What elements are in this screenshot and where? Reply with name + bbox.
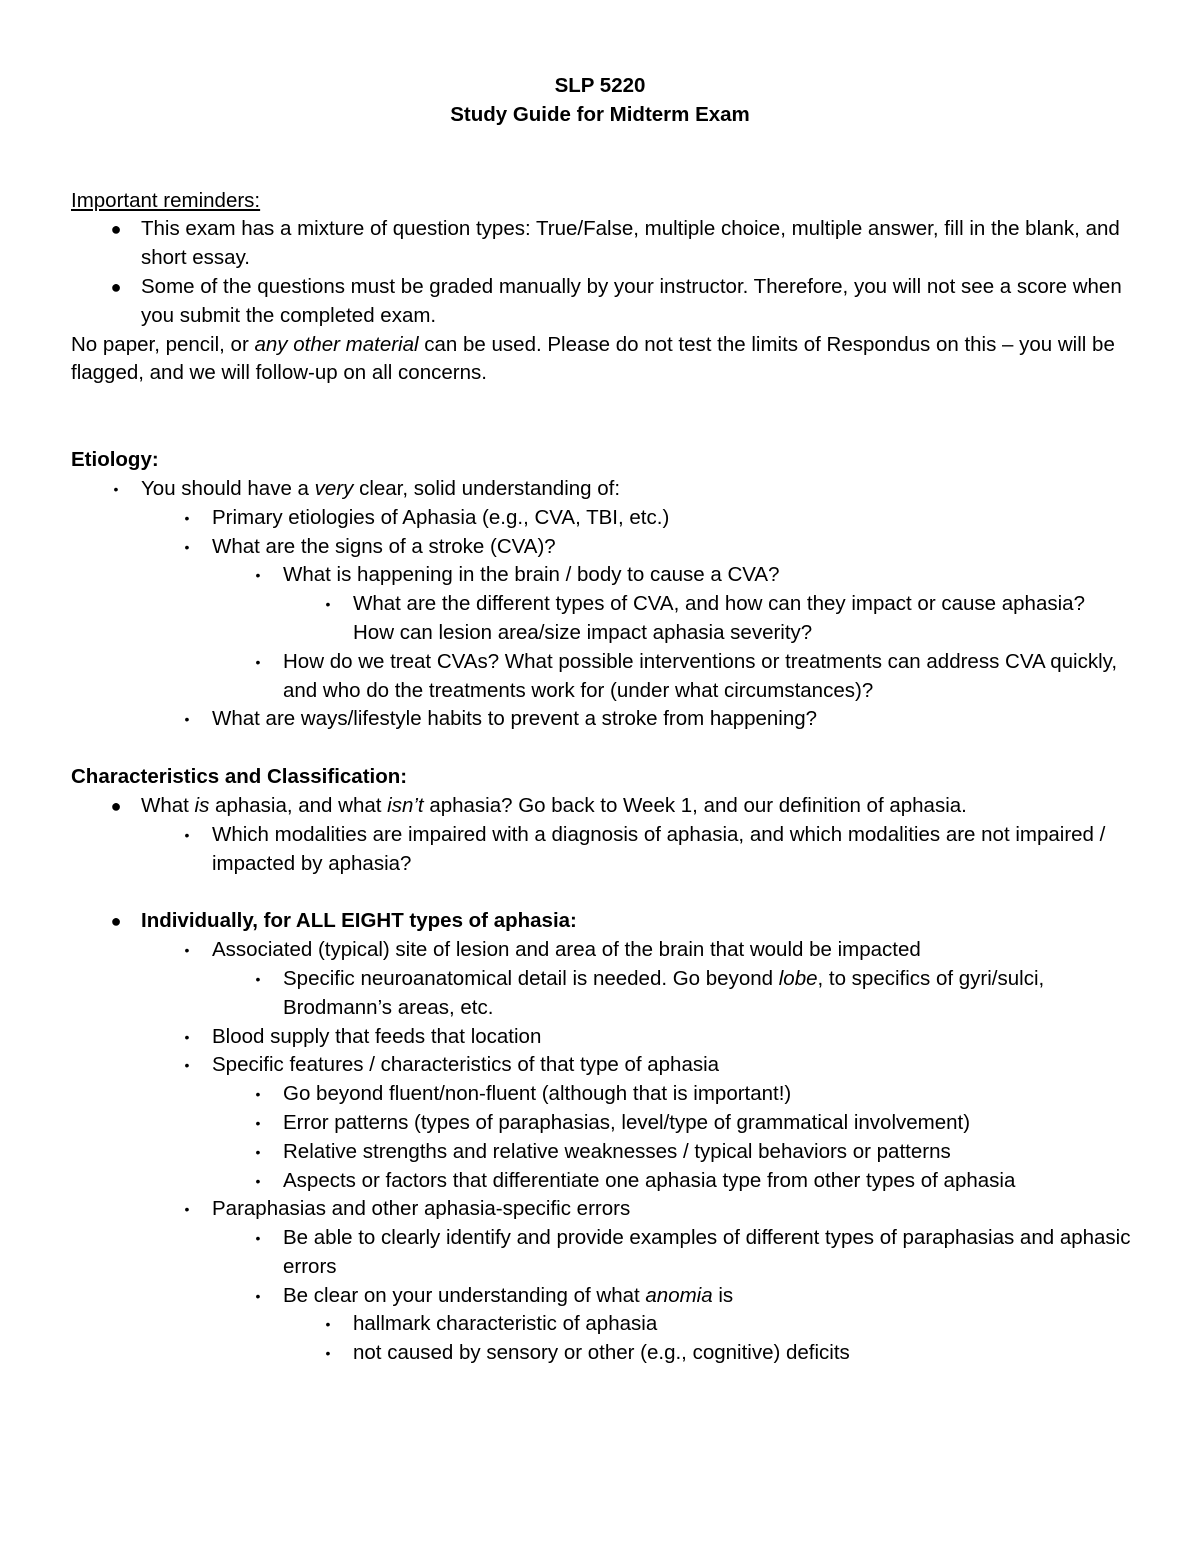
bullet-icon: • bbox=[184, 1057, 190, 1074]
bullet-icon: ● bbox=[110, 276, 122, 297]
bullet-icon: ● bbox=[110, 795, 122, 816]
bullet-icon: • bbox=[184, 538, 190, 555]
list-item: ● What is aphasia, and what isn’t aphasia? Go back to Week 1, and our definition of aphasia. bbox=[71, 792, 1131, 821]
bullet-icon: • bbox=[184, 826, 190, 843]
bullet-icon: • bbox=[184, 509, 190, 526]
list-item: ● Individually, for ALL EIGHT types of aphasia: bbox=[71, 907, 1131, 936]
bullet-icon: • bbox=[255, 1230, 261, 1247]
list-item: • What are ways/lifestyle habits to prevent a stroke from happening? bbox=[71, 705, 1131, 734]
characteristics-list bbox=[71, 792, 1131, 878]
list-item: • Aspects or factors that differentiate one aphasia type from other types of aphasia bbox=[71, 1167, 1131, 1196]
list-item: • Specific neuroanatomical detail is needed. Go beyond lobe, to specifics of gyri/sulci, Brodmann’s areas, etc. bbox=[71, 965, 1131, 1023]
list-item: • What are the signs of a stroke (CVA)? bbox=[71, 533, 1131, 562]
list-item: • Which modalities are impaired with a diagnosis of aphasia, and which modalities are not impaired / impacted by aphasia? bbox=[71, 821, 1131, 879]
list-item: • Be able to clearly identify and provide examples of different types of paraphasias and aphasic errors bbox=[71, 1224, 1131, 1282]
list-item: • You should have a very clear, solid understanding of: bbox=[71, 475, 1131, 504]
bullet-icon: • bbox=[113, 480, 119, 497]
reminders-list bbox=[71, 215, 1131, 330]
bullet-icon: • bbox=[255, 1287, 261, 1304]
etiology-list bbox=[71, 475, 1131, 734]
bullet-icon: • bbox=[184, 942, 190, 959]
spacer bbox=[71, 878, 1131, 907]
title-block bbox=[0, 72, 1200, 130]
course-code: SLP 5220 bbox=[554, 74, 646, 97]
bullet-icon: • bbox=[325, 596, 331, 613]
bullet-icon: • bbox=[255, 1086, 261, 1103]
reminders-note: No paper, pencil, or any other material can be used. Please do not test the limits of Respondus on this – you will be flagged, and we will follow-up on all concerns. bbox=[71, 332, 1115, 385]
bullet-icon: • bbox=[255, 1143, 261, 1160]
list-item: • Go beyond fluent/non-fluent (although that is important!) bbox=[71, 1080, 1131, 1109]
bullet-icon: • bbox=[255, 653, 261, 670]
spacer bbox=[71, 388, 1131, 446]
list-item: • What is happening in the brain / body to cause a CVA? bbox=[71, 561, 1131, 590]
bullet-icon: ● bbox=[110, 219, 122, 240]
list-item: • not caused by sensory or other (e.g., cognitive) deficits bbox=[71, 1339, 1131, 1368]
characteristics-heading: Characteristics and Classification: bbox=[71, 765, 408, 789]
bullet-icon: • bbox=[184, 711, 190, 728]
bullet-icon: • bbox=[184, 1201, 190, 1218]
list-item: • Be clear on your understanding of what anomia is bbox=[71, 1282, 1131, 1311]
list-item: • Relative strengths and relative weaknesses / typical behaviors or patterns bbox=[71, 1138, 1131, 1167]
list-item: • Primary etiologies of Aphasia (e.g., CVA, TBI, etc.) bbox=[71, 504, 1131, 533]
spacer bbox=[71, 734, 1131, 763]
list-item: ● Some of the questions must be graded manually by your instructor. Therefore, you will not see a score when you submit the completed exam. bbox=[71, 273, 1131, 331]
aphasia-types-list bbox=[71, 907, 1131, 1368]
document-content bbox=[71, 72, 1131, 1368]
list-item: • How do we treat CVAs? What possible interventions or treatments can address CVA quickly, and who do the treatments work for (under what circumstances)? bbox=[71, 648, 1131, 706]
reminders-heading: Important reminders: bbox=[71, 188, 261, 212]
bullet-icon: • bbox=[184, 1028, 190, 1045]
list-item: • Blood supply that feeds that location bbox=[71, 1023, 1131, 1052]
list-item: • hallmark characteristic of aphasia bbox=[71, 1310, 1131, 1339]
etiology-heading: Etiology: bbox=[71, 448, 159, 472]
list-item: • What are the different types of CVA, and how can they impact or cause aphasia? How can lesion area/size impact aphasia severity? bbox=[71, 590, 1131, 648]
list-item: • Paraphasias and other aphasia-specific errors bbox=[71, 1195, 1131, 1224]
list-item: ● This exam has a mixture of question types: True/False, multiple choice, multiple answer, fill in the blank, and short essay. bbox=[71, 215, 1131, 273]
page-title: Study Guide for Midterm Exam bbox=[450, 102, 750, 126]
bullet-icon: • bbox=[255, 1114, 261, 1131]
bullet-icon: • bbox=[325, 1345, 331, 1362]
bullet-icon: ● bbox=[110, 911, 122, 932]
list-item: • Error patterns (types of paraphasias, level/type of grammatical involvement) bbox=[71, 1109, 1131, 1138]
list-item: • Associated (typical) site of lesion and area of the brain that would be impacted bbox=[71, 936, 1131, 965]
bullet-icon: • bbox=[255, 1172, 261, 1189]
bullet-icon: • bbox=[255, 567, 261, 584]
list-item: • Specific features / characteristics of that type of aphasia bbox=[71, 1051, 1131, 1080]
bullet-icon: • bbox=[255, 970, 261, 987]
bullet-icon: • bbox=[325, 1316, 331, 1333]
